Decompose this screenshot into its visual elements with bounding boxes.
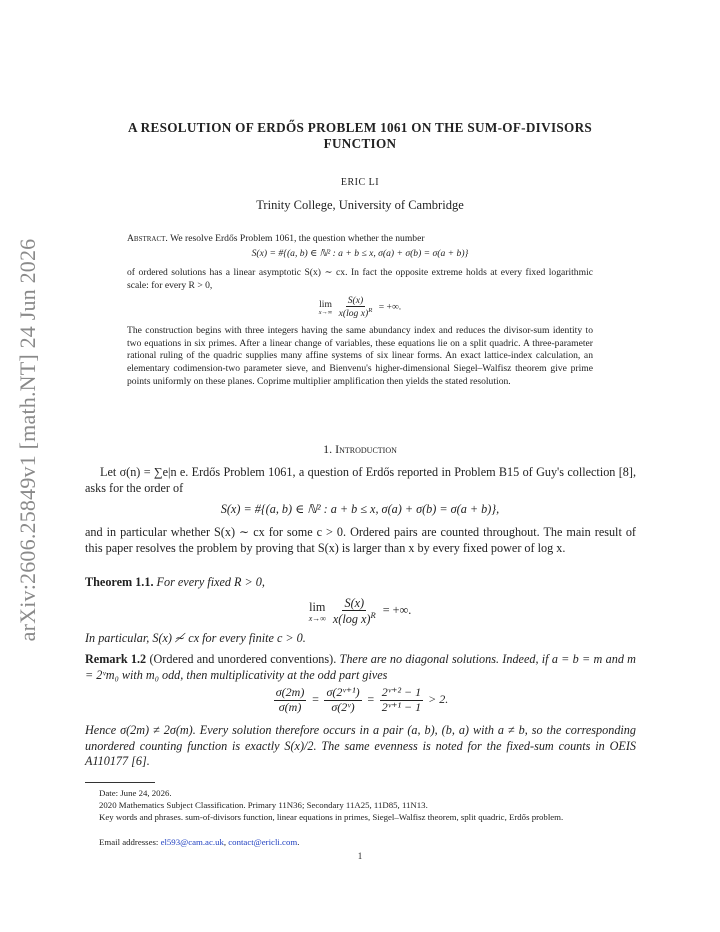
intro-formula: S(x) = #{(a, b) ∈ ℕ² : a + b ≤ x, σ(a) + σ(b) = σ(a + b)}, [220,502,500,516]
eq-f2-num: σ(2ᵛ⁺¹) [326,685,360,699]
abstract-label: Abstract. [127,233,168,244]
abstract-intro-text: We resolve Erdős Problem 1061, the question whether the number [170,233,425,244]
remark-equation: $\frac{\sigma(2m)}{\sigma(m)}$ = $\frac{\text{σ(2ᵛ⁺¹)}}{\text{σ(2ᵛ)}}$ = $\frac{\text{2ᵛ⁺² − 1}}{\text{2ᵛ⁺¹ − 1}}$ > 2. [275,685,449,714]
author: ERIC LI [340,177,380,188]
email-link-1[interactable]: el593@cam.ac.uk [160,837,224,847]
limit-num: S(x) [347,295,364,306]
remark-text: There are no diagonal solutions. Indeed, if a = b = m and m = 2ᵛm₀ with m₀ odd, then multiplicativity at the odd part gives [85,652,636,682]
theorem [85,575,636,591]
theorem-limit-rhs: = +∞. [382,602,412,617]
abstract-mid: of ordered solutions has a linear asymptotic S(x) ∼ cx. In fact the opposite extreme holds at every fixed logarithmic scale: for every R > 0, [127,267,593,291]
limit-lhs: lim [319,298,332,310]
email-label: Email addresses: [99,837,161,847]
eq-f3-den: 2ᵛ⁺¹ − 1 [381,699,422,714]
eq-end: > 2. [428,692,449,707]
remark [85,652,636,683]
remark-label: Remark 1.2 [85,652,147,666]
affiliation: Trinity College, University of Cambridge [256,198,464,212]
abstract-body: The construction begins with three integers having the same abundancy index and reduces the divisor-sum identity to two equations in six primes. After a linear change of variables, these equations lie on a split quadric. A three-parameter rational ruling of the quadric supplies many affine systems of six linear forms. An exact lattice-index calculation, an elementary codimension-two parameter sieve, and Bienvenu's higher-dimensional Siegel–Walfisz theorem give prime points uniformly on these planes. Coprime multiplier amplification then yields the stated resolution. [127,325,593,387]
theorem-limit-sub: x→∞ [308,613,326,623]
arxiv-stamp [10,220,46,660]
limit-den: x(log x) [338,308,369,320]
abstract-limit [0,295,720,319]
footnote-date: Date: June 24, 2026. [99,788,172,798]
abstract-intro [127,233,593,246]
eq-f1-num: σ(2m) [275,685,305,699]
theorem-limit-den: x(log x) [332,612,371,627]
remark-title: (Ordered and unordered conventions). [149,652,337,666]
limit-rhs: = +∞. [378,301,402,313]
abstract-formula: S(x) = #{(a, b) ∈ ℕ² : a + b ≤ x, σ(a) + σ(b) = σ(a + b)} [251,248,469,259]
footnote-email: Email addresses: el593@cam.ac.uk, contact@ericli.com. [99,837,300,847]
limit-exp: R [368,307,373,315]
theorem-limit-num: S(x) [344,596,365,610]
theorem-limit [0,596,720,626]
theorem-limit-exp: R [370,610,376,621]
section-title: Introduction [335,442,397,456]
eq-f2-den: σ(2ᵛ) [331,699,355,714]
theorem-label: Theorem 1.1. [85,575,154,589]
intro-paragraph-1: Let σ(n) = ∑e|n e. Erdős Problem 1061, a question of Erdős reported in Problem B15 of Guy's collection [8], asks for the order of [85,465,636,495]
footnote-keywords: Key words and phrases. sum-of-divisors function, linear equations in primes, Siegel–Walfisz theorem, split quadric, Erdős problem. [99,812,564,822]
remark-after: Hence σ(2m) ≠ 2σ(m). Every solution therefore occurs in a pair (a, b), (b, a) with a ≠ b, so the corresponding unordered counting function is exactly S(x)/2. The same evenness is noted for the fixed-sum counts in OEIS A110177 [6]. [85,723,636,769]
footnote-rule [85,782,155,783]
theorem-limit-lhs: lim [309,599,326,614]
email-link-2[interactable]: contact@ericli.com [228,837,298,847]
section-number: 1. [323,442,333,456]
page-number: 1 [357,851,363,861]
section-heading [0,442,720,457]
eq-f3-num: 2ᵛ⁺² − 1 [381,685,422,699]
arxiv-id: arXiv:2606.25849v1 [math.NT] 24 Jun 2026 [15,238,40,642]
theorem-after: In particular, S(x) ≁ cx for every finite c > 0. [85,631,306,645]
theorem-text: For every fixed R > 0, [156,575,265,589]
eq-f1-den: σ(m) [278,699,302,714]
footnote-msc: 2020 Mathematics Subject Classification. Primary 11N36; Secondary 11A25, 11D85, 11N13. [99,800,428,810]
limit-sub: x→∞ [318,308,333,316]
paper-title: A RESOLUTION OF ERDŐS PROBLEM 1061 ON THE SUM-OF-DIVISORS FUNCTION [127,120,593,151]
intro-paragraph-2: and in particular whether S(x) ∼ cx for some c > 0. Ordered pairs are counted throughout. The main result of this paper resolves the problem by proving that S(x) is larger than x by every fixed power of log x. [85,525,636,555]
